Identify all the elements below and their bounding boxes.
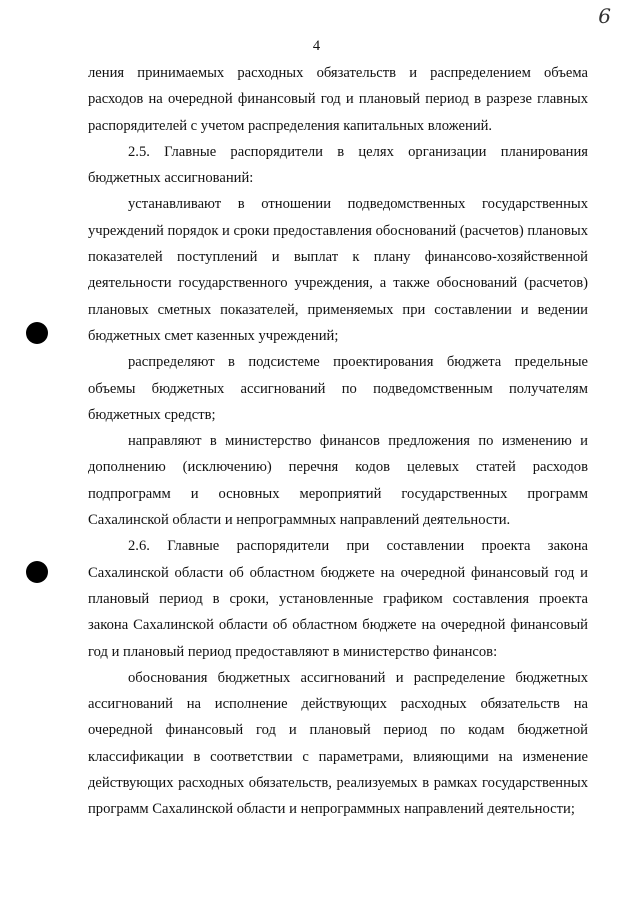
paragraph: ления принимаемых расходных обязательств и распределением объема расходов на очередной финансовый год и плановый период в разрезе главных распорядителей с учетом распределения капитальных вложений.: [88, 65, 588, 134]
paragraph-section-2-6: 2.6. Главные распорядители при составлении проекта закона Сахалинской области об областном бюджете на очередной финансовый год и плановый период в сроки, установленные графиком составления проекта закона Сахалинской области об областном бюджете на очередной финансовый год и плановый период предоставляют в министерство финансов:: [88, 538, 588, 660]
handwritten-sheet-number: 6: [598, 4, 611, 28]
paragraph: распределяют в подсистеме проектирования бюджета предельные объемы бюджетных ассигнований по подведомственным получателям бюджетных средств;: [88, 354, 588, 423]
page-number: 4: [312, 38, 321, 54]
punch-hole: [26, 322, 48, 344]
paragraph: обоснования бюджетных ассигнований и распределение бюджетных ассигнований на исполнение действующих расходных обязательств на очередной финансовый год и плановый период по кодам бюджетной классификации в соответствии с параметрами, влияющими на изменение действующих расходных обязательств, реализуемых в рамках государственных программ Сахалинской области и непрограммных направлений деятельности;: [88, 669, 588, 818]
paragraph-section-2-5: 2.5. Главные распорядители в целях организации планирования бюджетных ассигнований:: [88, 143, 588, 187]
punch-hole: [26, 561, 48, 583]
paragraph: устанавливают в отношении подведомственных государственных учреждений порядок и сроки предоставления обоснований (расчетов) плановых показателей поступлений и выплат к плану финансово-хозяйственной деятельности государственного учреждения, а также обоснований (расчетов) плановых сметных показателей, применяемых при составлении и ведении бюджетных смет казенных учреждений;: [88, 196, 588, 344]
paragraph: направляют в министерство финансов предложения по изменению и дополнению (исключению) перечня кодов целевых статей расходов подпрограмм и основных мероприятий государственных программ Сахалинской области и непрограммных направлений деятельности.: [88, 433, 588, 529]
document-body: [88, 60, 588, 823]
